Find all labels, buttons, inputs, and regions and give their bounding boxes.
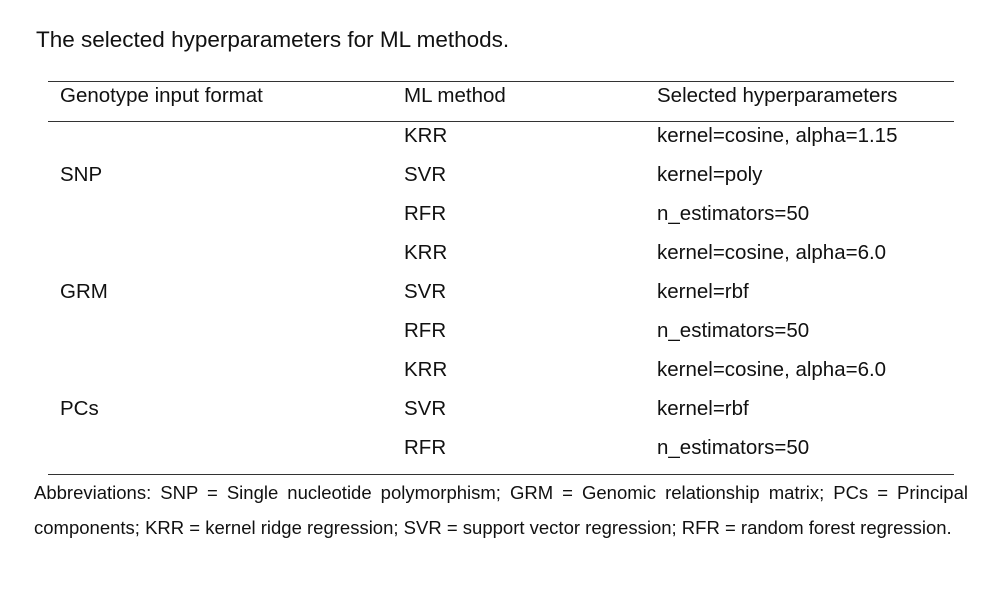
cell-method: RFR [404, 202, 447, 225]
cell-method: RFR [404, 319, 447, 342]
cell-method: RFR [404, 436, 447, 459]
cell-hyperparameters: n_estimators=50 [657, 436, 810, 459]
cell-hyperparameters: kernel=rbf [657, 397, 749, 420]
cell-hyperparameters: n_estimators=50 [657, 202, 810, 225]
header-selected-hyperparameters: Selected hyperparameters [657, 84, 898, 107]
cell-hyperparameters: kernel=poly [657, 163, 763, 186]
group-label-snp: SNP [60, 163, 103, 186]
table-header-rule [48, 121, 954, 122]
cell-method: SVR [404, 163, 447, 186]
group-label-pcs: PCs [60, 397, 99, 420]
cell-method: KRR [404, 124, 448, 147]
cell-hyperparameters: kernel=cosine, alpha=1.15 [657, 124, 898, 147]
header-ml-method: ML method [404, 84, 506, 107]
group-label-grm: GRM [60, 280, 108, 303]
cell-method: SVR [404, 397, 447, 420]
abbreviations-footnote: Abbreviations: SNP = Single nucleotide polymorphism; GRM = Genomic relationship matrix; PCs = Principal components; KRR = kernel ridge regression; SVR = support vector regression; RFR = random forest regression. [34, 482, 968, 538]
table-caption: The selected hyperparameters for ML methods. [36, 27, 510, 52]
cell-hyperparameters: kernel=cosine, alpha=6.0 [657, 241, 887, 264]
cell-method: KRR [404, 358, 448, 381]
header-genotype-input-format: Genotype input format [60, 84, 263, 107]
cell-method: SVR [404, 280, 447, 303]
cell-hyperparameters: kernel=cosine, alpha=6.0 [657, 358, 887, 381]
table-top-rule [48, 81, 954, 82]
cell-hyperparameters: kernel=rbf [657, 280, 749, 303]
cell-method: KRR [404, 241, 448, 264]
cell-hyperparameters: n_estimators=50 [657, 319, 810, 342]
